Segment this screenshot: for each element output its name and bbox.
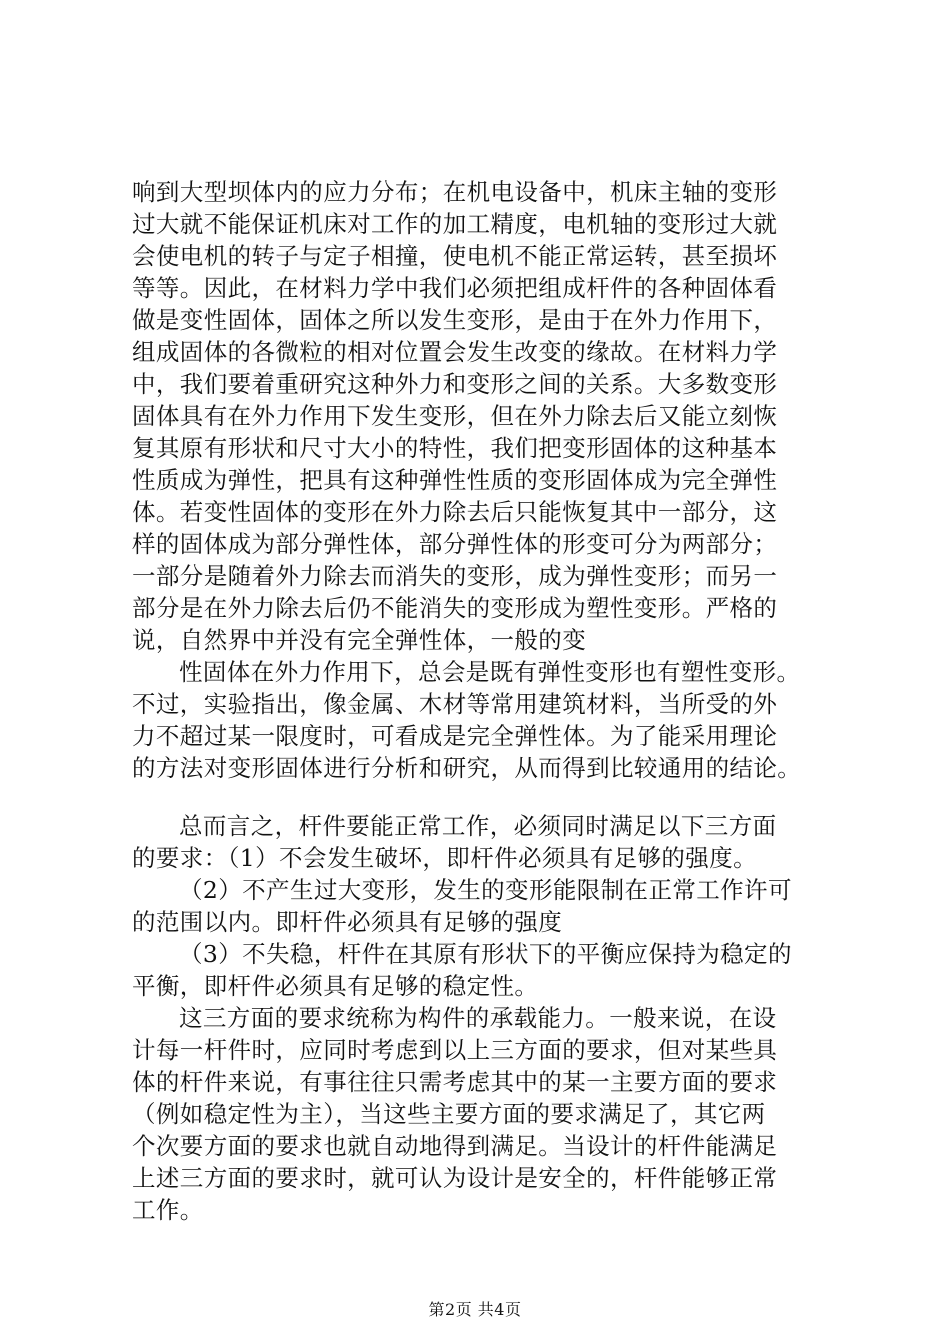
text-line: 等等。因此，在材料力学中我们必须把组成杆件的各种固体看	[132, 274, 778, 302]
text-line: 样的固体成为部分弹性体，部分弹性体的形变可分为两部分；	[132, 530, 778, 558]
text-line: 体的杆件来说，有事往往只需考虑其中的某一主要方面的要求	[132, 1068, 778, 1096]
text-line: 的方法对变形固体进行分析和研究，从而得到比较通用的结论。	[132, 754, 802, 782]
text-line: （2）不产生过大变形，发生的变形能限制在正常工作许可	[179, 876, 792, 904]
page-number-footer: 第2页 共4页	[428, 1300, 522, 1319]
text-line: 力不超过某一限度时，可看成是完全弹性体。为了能采用理论	[132, 722, 778, 750]
text-line: 性质成为弹性，把具有这种弹性性质的变形固体成为完全弹性	[132, 466, 778, 494]
paragraph-deformation	[132, 176, 850, 656]
text-line: 的要求：（1）不会发生破坏，即杆件必须具有足够的强度。	[132, 844, 758, 872]
text-line: 这三方面的要求统称为构件的承载能力。一般来说，在设	[179, 1004, 777, 1032]
paragraph-requirement-3	[132, 938, 850, 1002]
text-line: 做是变性固体，固体之所以发生变形，是由于在外力作用下，	[132, 306, 778, 334]
text-line: 固体具有在外力作用下发生变形，但在外力除去后又能立刻恢	[132, 402, 778, 430]
text-line: 一部分是随着外力除去而消失的变形，成为弹性变形；而另一	[132, 562, 778, 590]
text-line: 工作。	[132, 1196, 204, 1224]
text-line: 上述三方面的要求时，就可认为设计是安全的，杆件能够正常	[132, 1164, 778, 1192]
text-line: 的范围以内。即杆件必须具有足够的强度	[132, 908, 563, 936]
text-line: 不过，实验指出，像金属、木材等常用建筑材料，当所受的外	[132, 690, 778, 718]
document-body	[132, 176, 850, 1226]
paragraph-gap	[132, 784, 850, 810]
text-line: 体。若变性固体的变形在外力除去后只能恢复其中一部分，这	[132, 498, 778, 526]
text-line: （例如稳定性为主），当这些主要方面的要求满足了，其它两	[132, 1100, 766, 1128]
text-line: 性固体在外力作用下，总会是既有弹性变形也有塑性变形。	[179, 658, 801, 686]
paragraph-elasticity	[132, 656, 850, 784]
text-line: 过大就不能保证机床对工作的加工精度，电机轴的变形过大就	[132, 210, 778, 238]
text-line: 个次要方面的要求也就自动地得到满足。当设计的杆件能满足	[132, 1132, 778, 1160]
paragraph-capacity	[132, 1002, 850, 1226]
text-line: 平衡，即杆件必须具有足够的稳定性。	[132, 972, 539, 1000]
paragraph-summary	[132, 810, 850, 874]
text-line: 会使电机的转子与定子相撞，使电机不能正常运转，甚至损坏	[132, 242, 778, 270]
text-line: （3）不失稳，杆件在其原有形状下的平衡应保持为稳定的	[179, 940, 792, 968]
text-line: 中，我们要着重研究这种外力和变形之间的关系。大多数变形	[132, 370, 778, 398]
text-line: 部分是在外力除去后仍不能消失的变形成为塑性变形。严格的	[132, 594, 778, 622]
text-line: 响到大型坝体内的应力分布；在机电设备中，机床主轴的变形	[132, 178, 778, 206]
paragraph-requirement-2	[132, 874, 850, 938]
text-line: 总而言之，杆件要能正常工作，必须同时满足以下三方面	[179, 812, 777, 840]
text-line: 复其原有形状和尺寸大小的特性，我们把变形固体的这种基本	[132, 434, 778, 462]
text-line: 组成固体的各微粒的相对位置会发生改变的缘故。在材料力学	[132, 338, 778, 366]
text-line: 计每一杆件时，应同时考虑到以上三方面的要求，但对某些具	[132, 1036, 778, 1064]
text-line: 说，自然界中并没有完全弹性体，一般的变	[132, 626, 587, 654]
